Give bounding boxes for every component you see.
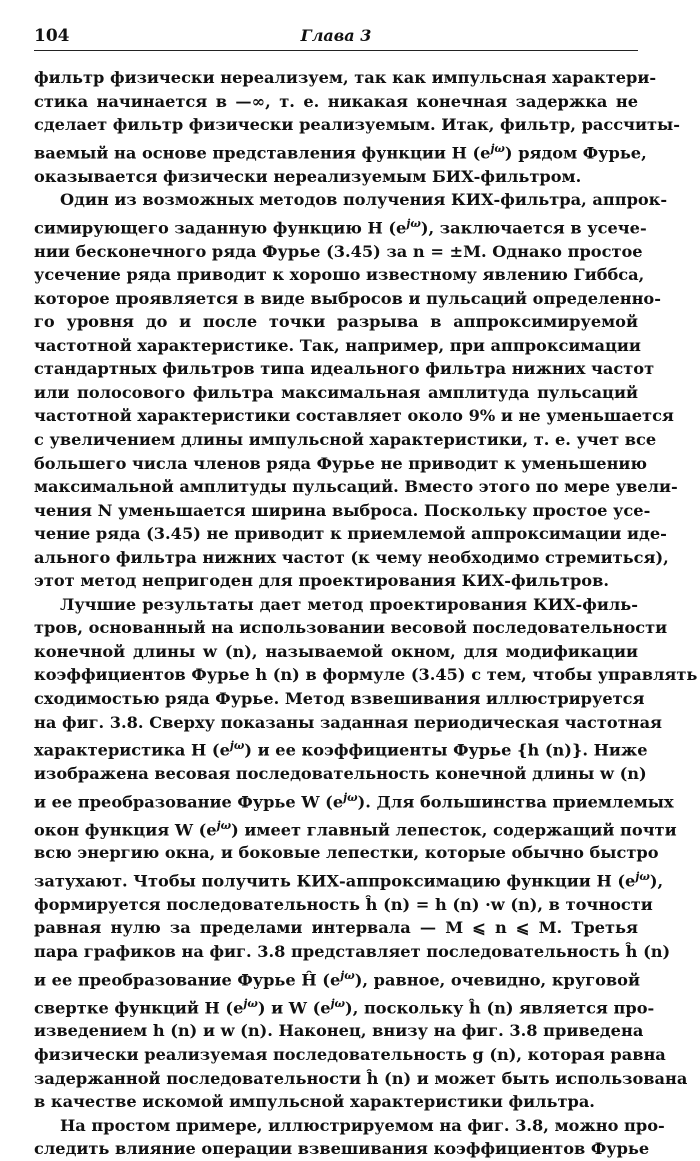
text-line: нии бесконечного ряда Фурье (3.45) за n = ±M. Однако простое xyxy=(34,241,643,261)
text-line: формируется последовательность ĥ (n) = h (n) ·w (n), в точности xyxy=(34,894,653,914)
text-line: задержанной последовательности ĥ (n) и может быть использована xyxy=(34,1068,688,1088)
text-line: на фиг. 3.8. Сверху показаны заданная периодическая частотная xyxy=(34,712,663,732)
text-line: фильтр физически нереализуем, так как импульсная характери- xyxy=(34,68,657,87)
text-line: пара графиков на фиг. 3.8 представляет последовательность ĥ (n) xyxy=(34,942,671,962)
body-text xyxy=(34,66,698,1161)
paragraph-1 xyxy=(34,66,680,188)
text-line: которое проявляется в виде выбросов и пульсаций определенно- xyxy=(34,288,661,308)
text-line: стандартных фильтров типа идеального фильтра нижних частот xyxy=(34,359,655,379)
text-line: сделает фильтр физически реализуемым. Итак, фильтр, рассчиты- xyxy=(34,115,680,135)
text-line: окон функция W $(e^{j\omega})$ имеет главный лепесток, содержащий почти xyxy=(34,818,677,839)
text-line: симирующего заданную функцию H $(e^{j\omega})$, заключается в усече- xyxy=(34,216,647,238)
text-line: большего числа членов ряда Фурье не приводит к уменьшению xyxy=(34,453,648,473)
text-line: стика начинается в —∞, т. е. никакая конечная задержка не xyxy=(34,91,638,111)
text-line: изведением h (n) и w (n). Наконец, внизу на фиг. 3.8 приведена xyxy=(34,1021,644,1041)
text-line: свертке функций H $(e^{j\omega})$ и W $(e^{j\omega})$, поскольку ĥ (n) является про- xyxy=(34,996,655,1017)
text-line: конечной длины w (n), называемой окном, для модификации xyxy=(34,641,638,661)
text-line: чения N уменьшается ширина выброса. Поскольку простое усе- xyxy=(34,500,651,520)
text-line: ального фильтра нижних частот (к чему необходимо стремиться), xyxy=(34,547,669,567)
text-line: и ее преобразование Фурье Ĥ $(e^{j\omega})$, равное, очевидно, круговой xyxy=(34,968,640,989)
text-line: равная нулю за пределами интервала — M ⩽ n ⩽ M. Третья xyxy=(34,918,638,938)
paragraph-4 xyxy=(34,1114,665,1161)
running-header xyxy=(34,26,638,51)
paragraph-3 xyxy=(34,593,698,1114)
text-line: следить влияние операции взвешивания коэффициентов Фурье xyxy=(34,1139,650,1159)
text-line: оказывается физически нереализуемым БИХ-фильтром. xyxy=(34,166,582,186)
text-line: сходимостью ряда Фурье. Метод взвешивания иллюстрируется xyxy=(34,689,645,708)
text-line: го уровня до и после точки разрыва в аппроксимируемой xyxy=(34,312,638,332)
text-line: коэффициентов Фурье h (n) в формуле (3.45) с тем, чтобы управлять xyxy=(34,665,698,685)
text-line: частотной характеристике. Так, например, при аппроксимации xyxy=(34,335,641,355)
text-line: затухают. Чтобы получить КИХ-аппроксимацию функции H $(e^{j\omega})$, xyxy=(34,870,664,891)
text-line: изображена весовая последовательность конечной длины w (n) xyxy=(34,764,647,784)
page-number: 104 xyxy=(34,26,70,46)
paragraph-2 xyxy=(34,188,678,593)
text-line: тров, основанный на использовании весовой последовательности xyxy=(34,618,668,638)
text-line: максимальной амплитуды пульсаций. Вместо этого по мере увели- xyxy=(34,477,678,497)
text-line: с увеличением длины импульсной характеристики, т. е. учет все xyxy=(34,429,657,449)
text-line: чение ряда (3.45) не приводит к приемлемой аппроксимации иде- xyxy=(34,524,667,544)
chapter-title: Глава 3 xyxy=(300,26,372,45)
text-line: характеристика H $(e^{j\omega})$ и ее коэффициенты Фурье {h (n)}. Ниже xyxy=(34,739,648,760)
text-line: Один из возможных методов получения КИХ-фильтра, аппрок- xyxy=(60,190,668,210)
text-line: всю энергию окна, и боковые лепестки, которые обычно быстро xyxy=(34,843,659,863)
text-line: На простом примере, иллюстрируемом на фиг. 3.8, можно про- xyxy=(60,1115,665,1135)
text-line: и ее преобразование Фурье W $(e^{j\omega})$. Для большинства приемлемых xyxy=(34,790,674,811)
text-line: усечение ряда приводит к хорошо известному явлению Гиббса, xyxy=(34,265,645,285)
text-line: ваемый на основе представления функции H $(e^{j\omega})$ рядом Фурье, xyxy=(34,141,647,163)
text-line: в качестве искомой импульсной характеристики фильтра. xyxy=(34,1092,595,1112)
text-line: или полосового фильтра максимальная амплитуда пульсаций xyxy=(34,382,638,402)
text-line: Лучшие результаты дает метод проектирования КИХ-филь- xyxy=(60,594,638,614)
text-line: физически реализуемая последовательность g (n), которая равна xyxy=(34,1045,666,1064)
text-line: частотной характеристики составляет около 9% и не уменьшается xyxy=(34,406,674,426)
text-line: этот метод непригоден для проектирования КИХ-фильтров. xyxy=(34,571,609,591)
